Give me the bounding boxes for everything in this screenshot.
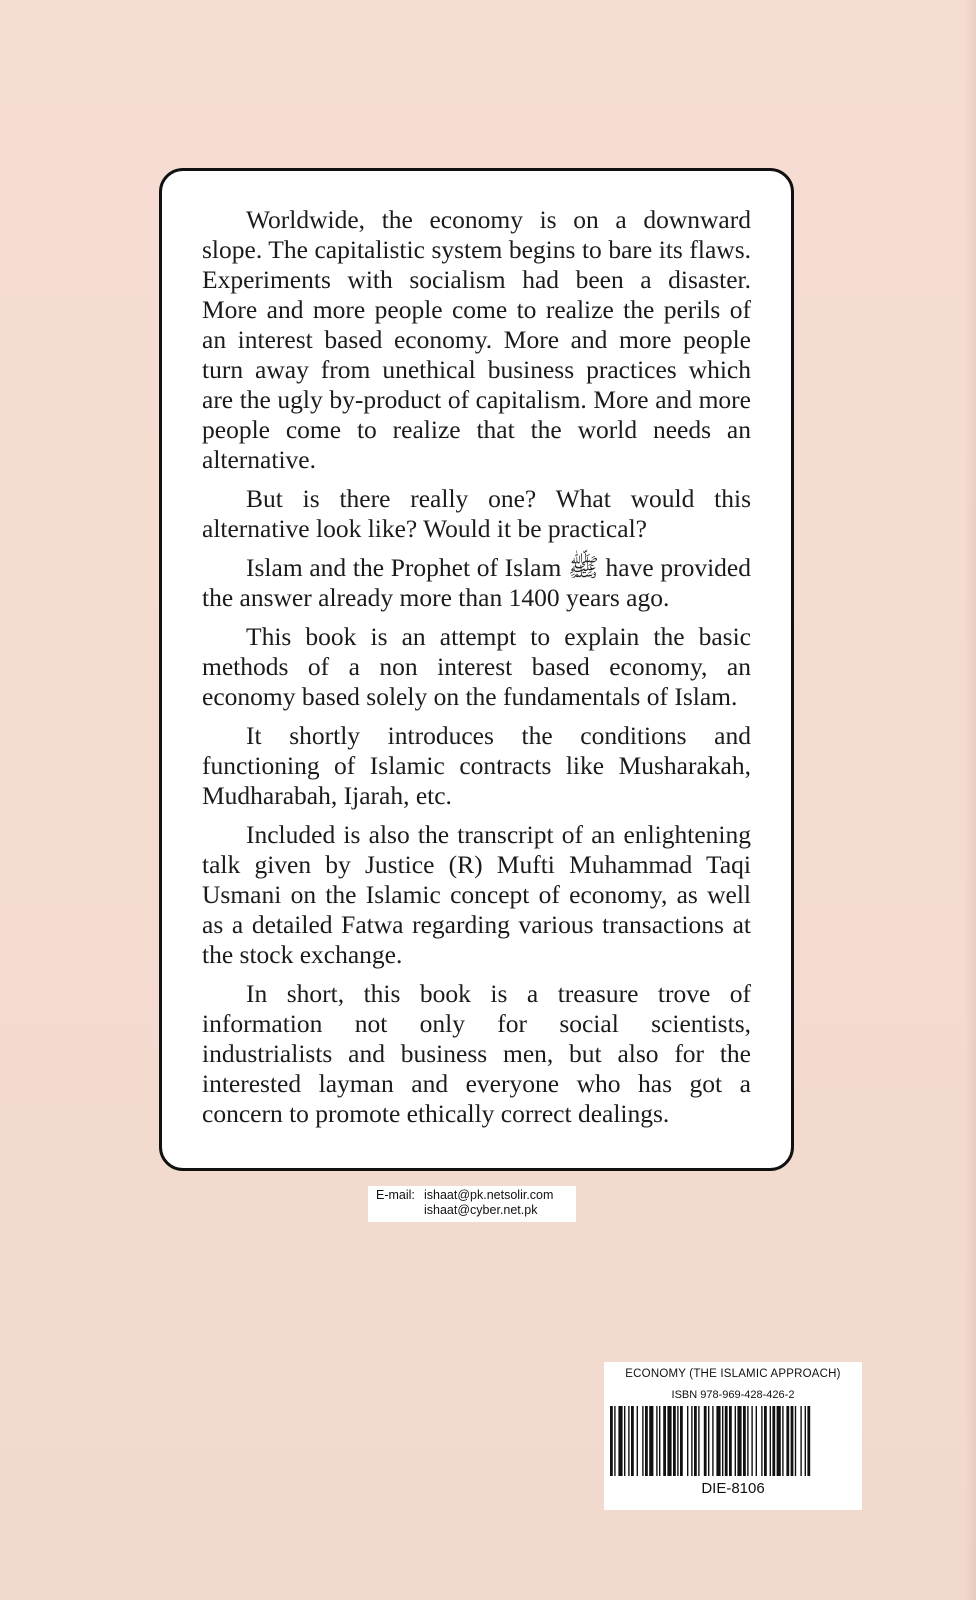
email-address-2[interactable]: ishaat@cyber.net.pk [424, 1203, 538, 1217]
blurb-paragraph-5: It shortly introduces the conditions and functioning of Islamic contracts like Musharakah, Mudharabah, Ijarah, etc. [202, 721, 751, 810]
blurb-paragraph-2: But is there really one? What would this alternative look like? Would it be practical? [202, 484, 751, 543]
blurb-paragraph-6: Included is also the transcript of an enlightening talk given by Justice (R) Mufti Muhammad Taqi Usmani on the Islamic concept of economy, as well as a detailed Fatwa regarding various transactions at the stock exchange. [202, 820, 751, 969]
email-address-1[interactable]: ishaat@pk.netsolir.com [424, 1188, 554, 1202]
barcode-bars [608, 1406, 858, 1478]
product-code: DIE-8106 [701, 1480, 765, 1497]
isbn-number: ISBN 978-969-428-426-2 [671, 1389, 795, 1401]
cover-edge-shadow [964, 0, 976, 1600]
blurb-paragraph-4: This book is an attempt to explain the basic methods of a non interest based economy, an economy based solely on the fundamentals of Islam. [202, 622, 751, 711]
blurb-paragraph-7: In short, this book is a treasure trove of information not only for social scientists, industrialists and business men, but also for the interested layman and everyone who has got a concern to promote ethically correct dealings. [202, 979, 751, 1128]
blurb-paragraph-3: Islam and the Prophet of Islam ﷺ have provided the answer already more than 1400 years ago. [202, 553, 751, 612]
barcode-book-title: ECONOMY (THE ISLAMIC APPROACH) [625, 1368, 841, 1380]
email-label: E-mail: [376, 1188, 415, 1202]
blurb-paragraph-1: Worldwide, the economy is on a downward slope. The capitalistic system begins to bare its flaws. Experiments with socialism had been a disaster. More and more people come to realize the perils of an interest based economy. More and more people turn away from unethical business practices which are the ugly by-product of capitalism. More and more people come to realize that the world needs an alternative. [202, 205, 751, 474]
email-label-box [368, 1186, 576, 1222]
blurb-box [159, 168, 794, 1171]
barcode-label [604, 1362, 862, 1510]
